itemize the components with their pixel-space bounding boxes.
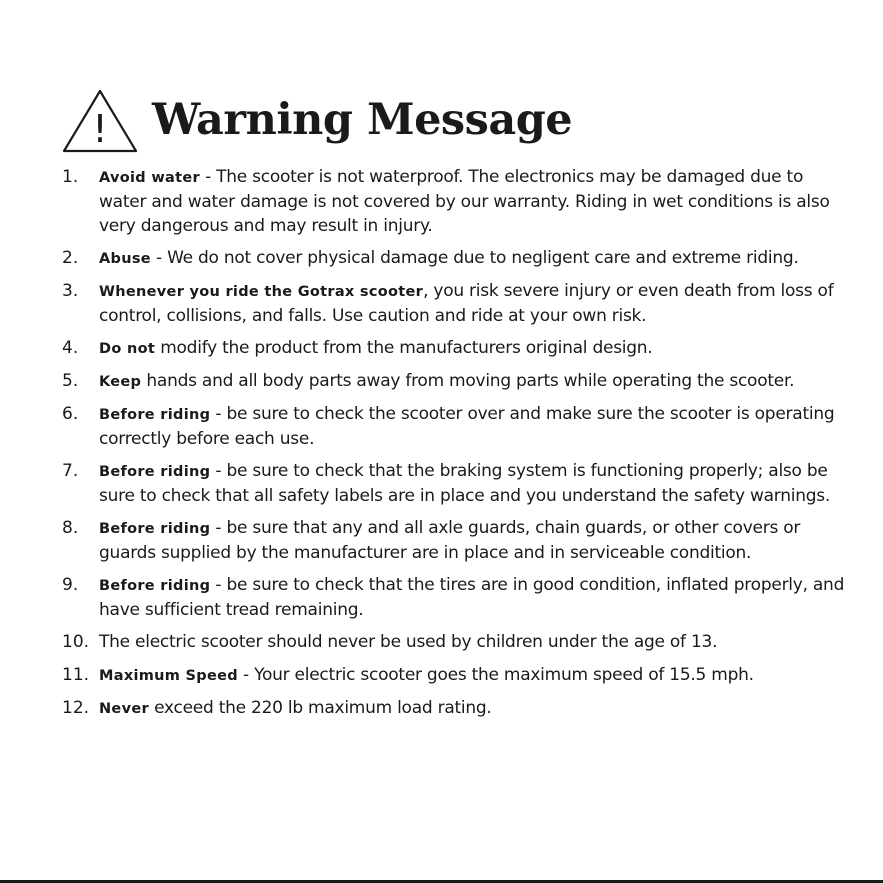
list-item <box>62 246 852 271</box>
list-item <box>62 369 852 394</box>
item-number: 9. <box>62 575 79 595</box>
item-text: - be sure that any and all axle guards, chain guards, or other covers or guards supplied by the manufacturer are in place and in serviceable condition. <box>99 518 801 563</box>
item-text: hands and all body parts away from moving parts while operating the scooter. <box>141 371 795 391</box>
item-number: 11. <box>62 665 90 685</box>
item-number: 3. <box>62 281 79 301</box>
item-text: - be sure to check that the braking system is functioning properly; also be sure to check that all safety labels are in place and you understand the safety warnings. <box>99 461 831 506</box>
item-text: - Your electric scooter goes the maximum speed of 15.5 mph. <box>237 665 754 685</box>
warning-triangle-icon <box>60 85 140 155</box>
item-body <box>99 696 852 721</box>
list-item <box>62 573 852 622</box>
item-body <box>99 630 852 655</box>
item-body <box>99 369 852 394</box>
item-text: - We do not cover physical damage due to negligent care and extreme riding. <box>150 248 799 268</box>
item-lead: Keep <box>99 374 142 390</box>
item-lead: Avoid water <box>99 170 200 186</box>
item-number: 7. <box>62 461 79 481</box>
item-body <box>99 165 852 238</box>
item-body <box>99 246 852 271</box>
item-lead: Before riding <box>99 464 211 480</box>
item-body <box>99 402 852 451</box>
page-title: Warning Message <box>152 95 573 145</box>
item-number: 5. <box>62 371 79 391</box>
item-body <box>99 516 852 565</box>
item-lead: Before riding <box>99 407 211 423</box>
item-text: The electric scooter should never be used by children under the age of 13. <box>99 632 718 652</box>
item-number: 8. <box>62 518 79 538</box>
item-lead: Do not <box>99 341 156 357</box>
item-body <box>99 459 852 508</box>
item-lead: Never <box>99 701 149 717</box>
item-body <box>99 279 852 328</box>
item-number: 12. <box>62 698 90 718</box>
item-lead: Abuse <box>99 251 151 267</box>
item-lead: Before riding <box>99 578 211 594</box>
list-item <box>62 336 852 361</box>
item-body <box>99 336 852 361</box>
item-lead: Whenever you ride the Gotrax scooter <box>99 284 424 300</box>
list-item <box>62 630 852 655</box>
item-text: exceed the 220 lb maximum load rating. <box>148 698 492 718</box>
warning-list <box>62 165 852 729</box>
warning-exclamation-glyph: ! <box>92 107 108 151</box>
list-item <box>62 663 852 688</box>
page-header <box>60 82 572 158</box>
item-lead: Before riding <box>99 521 211 537</box>
item-text: - The scooter is not waterproof. The electronics may be damaged due to water and water damage is not covered by our warranty. Riding in wet conditions is also very dangerous and may result in injury. <box>99 167 830 236</box>
item-text: - be sure to check the scooter over and make sure the scooter is operating correctly before each use. <box>99 404 835 449</box>
item-text: - be sure to check that the tires are in good condition, inflated properly, and have sufficient tread remaining. <box>99 575 845 620</box>
item-number: 10. <box>62 632 90 652</box>
item-lead: Maximum Speed <box>99 668 238 684</box>
item-number: 2. <box>62 248 79 268</box>
item-text: modify the product from the manufacturers original design. <box>155 338 653 358</box>
item-number: 4. <box>62 338 79 358</box>
list-item <box>62 402 852 451</box>
item-number: 1. <box>62 167 79 187</box>
item-text: , you risk severe injury or even death from loss of control, collisions, and falls. Use caution and ride at your own risk. <box>99 281 834 326</box>
item-number: 6. <box>62 404 79 424</box>
item-body <box>99 663 852 688</box>
list-item <box>62 165 852 238</box>
list-item <box>62 459 852 508</box>
list-item <box>62 516 852 565</box>
list-item <box>62 279 852 328</box>
list-item <box>62 696 852 721</box>
item-body <box>99 573 852 622</box>
